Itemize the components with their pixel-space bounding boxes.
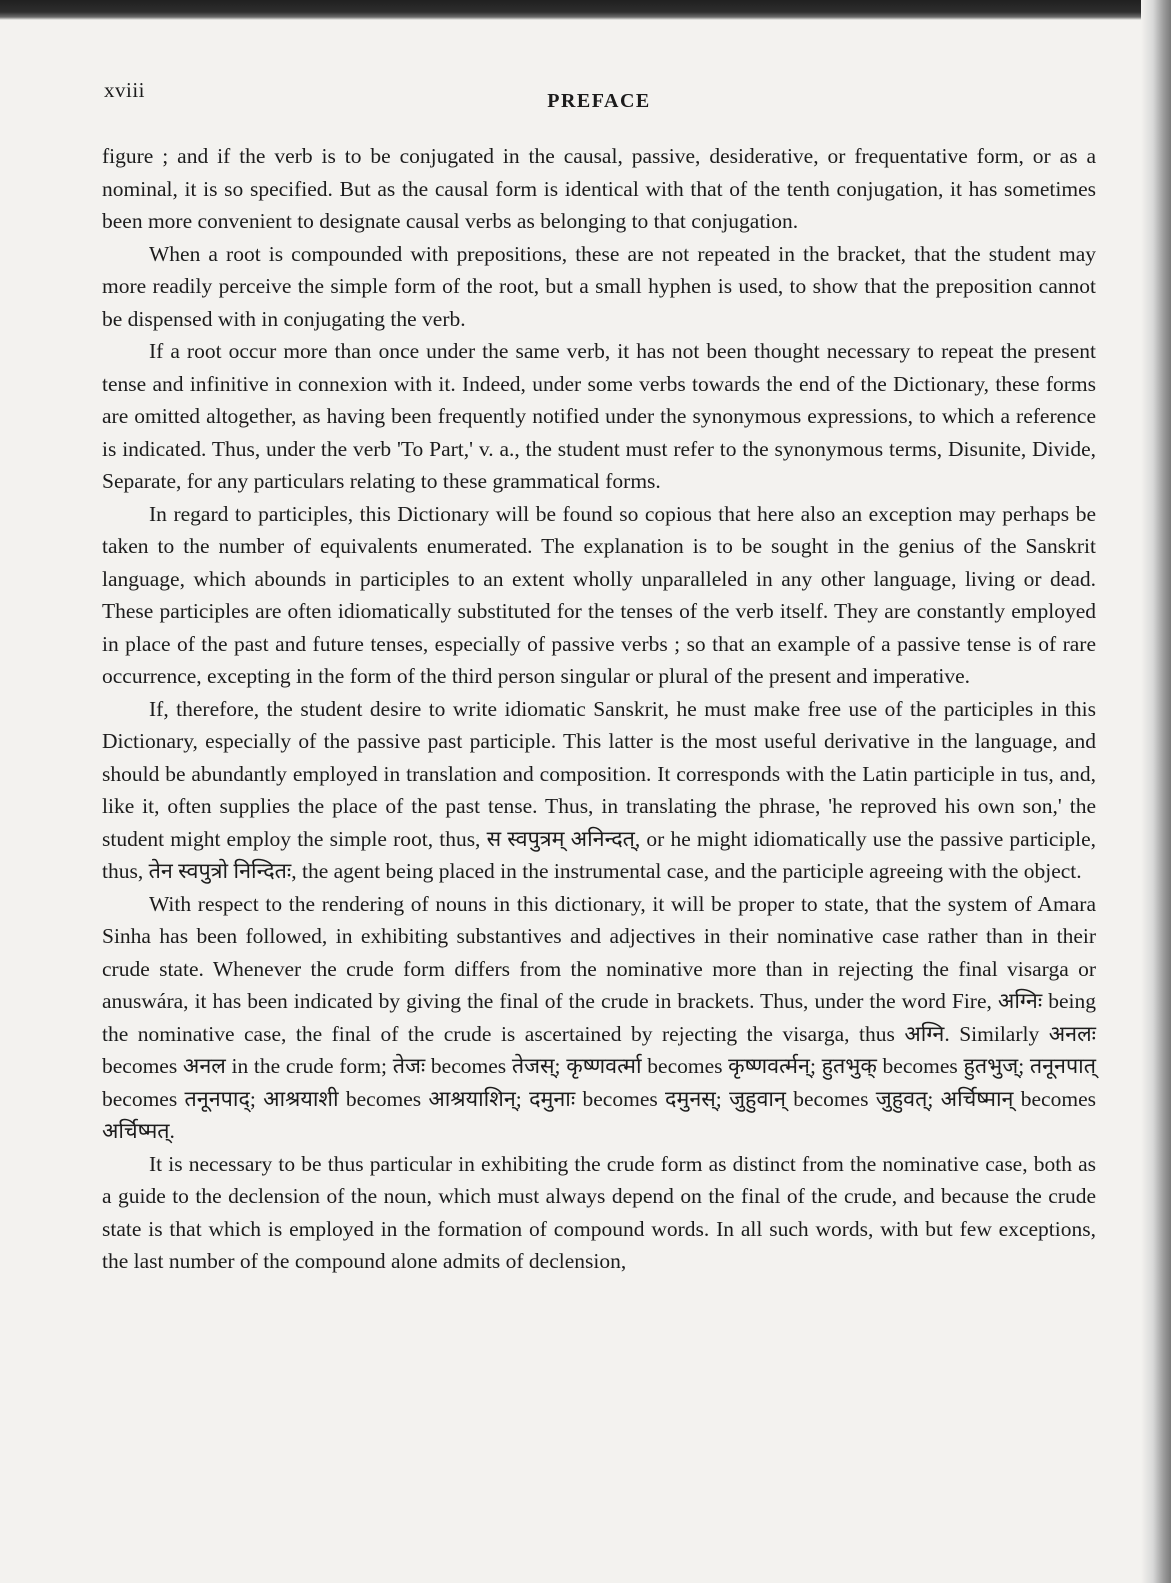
preface-body — [102, 140, 1096, 1278]
paragraph-idiomatic-sanskrit: If, therefore, the student desire to write idiomatic Sanskrit, he must make free use of the participles in this Dictionary, especially of the passive past participle. This latter is the most useful derivative in the language, and should be abundantly employed in translation and composition. It corresponds with the Latin participle in tus, and, like it, often supplies the place of the past tense. Thus, in translating the phrase, 'he reproved his own son,' the student might employ the simple root, thus, स स्वपुत्रम् अनिन्दत्, or he might idiomatically use the passive participle, thus, तेन स्वपुत्रो निन्दितः, the agent being placed in the instrumental case, and the participle agreeing with the object. — [102, 696, 1096, 883]
scan-top-edge — [0, 0, 1171, 20]
running-head — [104, 78, 1094, 118]
paragraph-conjugation-forms: figure ; and if the verb is to be conjugated in the causal, passive, desiderative, or frequentative form, or as a nominal, it is so specified. But as the causal form is identical with that of the tenth conjugation, it has sometimes been more convenient to designate causal verbs as belonging to that conjugation. — [102, 144, 1096, 233]
scan-right-edge — [1141, 0, 1171, 1583]
paragraph-prepositions: When a root is compounded with prepositions, these are not repeated in the bracket, that the student may more readily perceive the simple form of the root, but a small hyphen is used, to show that the preposition cannot be dispensed with in conjugating the verb. — [102, 241, 1096, 331]
paragraph-crude-form: It is necessary to be thus particular in exhibiting the crude form as distinct from the nominative case, both as a guide to the declension of the noun, which must always depend on the final of the crude, and because the crude state is that which is employed in the formation of compound words. In all such words, with but few exceptions, the last number of the compound alone admits of declension, — [102, 1151, 1096, 1273]
paragraph-participles: In regard to participles, this Dictionary will be found so copious that here also an exception may perhaps be taken to the number of equivalents enumerated. The explanation is to be sought in the genius of the Sanskrit language, which abounds in participles to an extent wholly unparalleled in any other language, living or dead. These participles are often idiomatically substituted for the tenses of the verb itself. They are constantly employed in place of the past and future tenses, especially of passive verbs ; so that an example of a passive tense is of rare occurrence, excepting in the form of the third person singular or plural of the present and imperative. — [102, 501, 1096, 688]
paragraph-nouns: With respect to the rendering of nouns in this dictionary, it will be proper to state, that the system of Amara Sinha has been followed, in exhibiting substantives and adjectives in their nominative case rather than in their crude state. Whenever the crude form differs from the nominative more than in rejecting the final visarga or anuswára, it has been indicated by giving the final of the crude in brackets. Thus, under the word Fire, अग्निः being the nominative case, the final of the crude is ascertained by rejecting the visarga, thus अग्नि. Similarly अनलः becomes अनल in the crude form; तेजः becomes तेजस्; कृष्णवर्त्मा becomes कृष्णवर्त्मन्; हुतभुक् becomes हुतभुज्; तनूनपात् becomes तनूनपाद्; आश्रयाशी becomes आश्रयाशिन्; दमुनाः becomes दमुनस्; जुहुवान् becomes जुहुवत्; अर्चिष्मान् becomes अर्चिष्मत्. — [102, 891, 1096, 1143]
paragraph-repeated-roots: If a root occur more than once under the same verb, it has not been thought necessary to repeat the present tense and infinitive in connexion with it. Indeed, under some verbs towards the end of the Dictionary, these forms are omitted altogether, as having been frequently notified under the synonymous expressions, to which a reference is indicated. Thus, under the verb 'To Part,' v. a., the student must refer to the synonymous terms, Disunite, Divide, Separate, for any particulars relating to these grammatical forms. — [102, 339, 1096, 493]
page-number: xviii — [104, 78, 146, 102]
page-title: PREFACE — [547, 90, 651, 112]
